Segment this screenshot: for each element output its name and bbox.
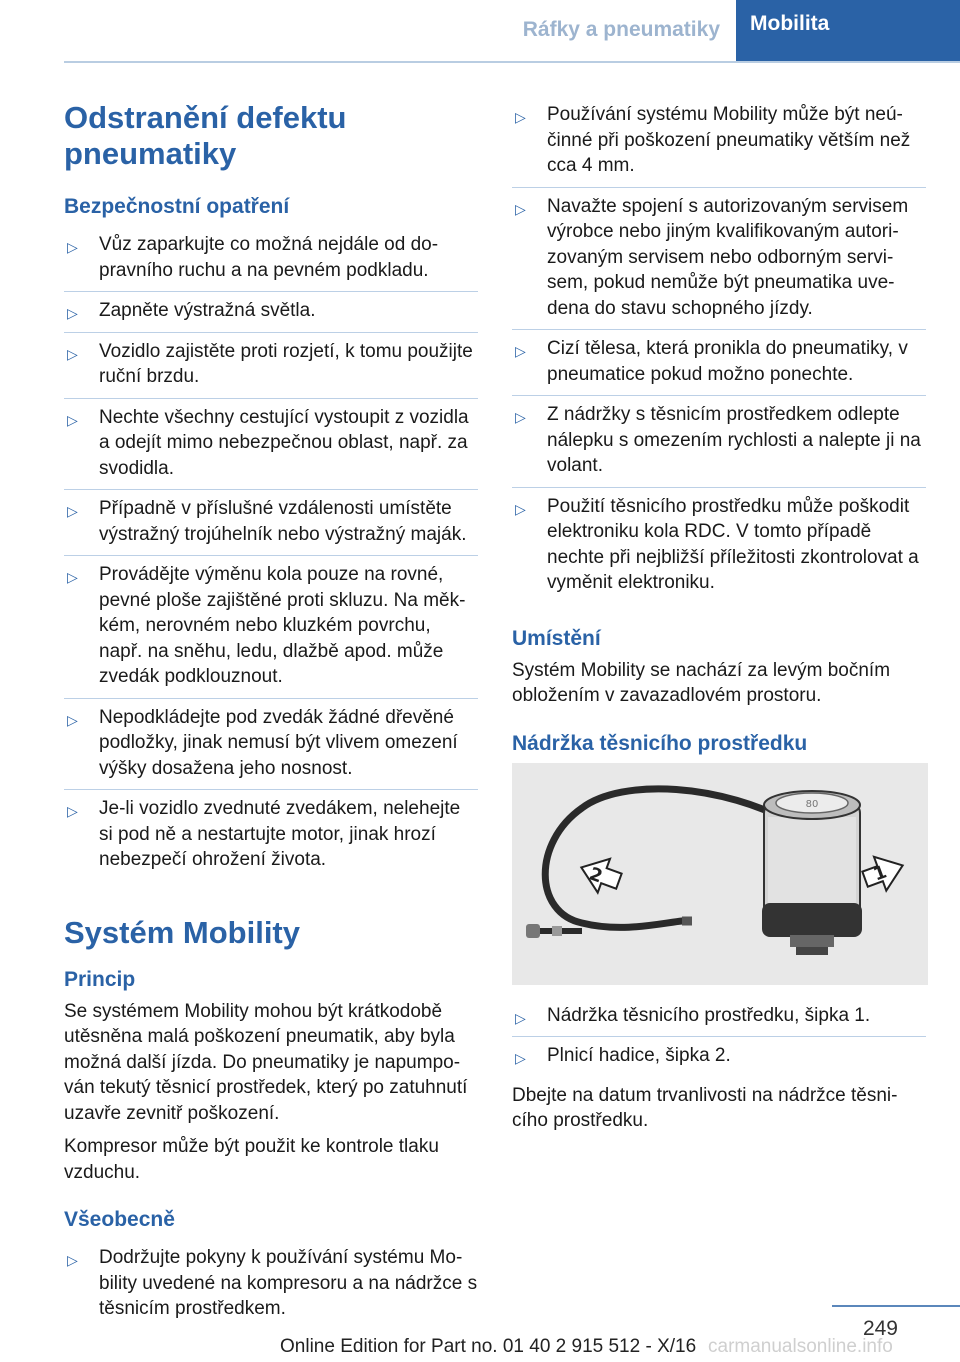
- bullet-triangle-icon: ▷: [67, 345, 78, 362]
- location-paragraph: Systém Mobility se nachází za levým bočním obložením v zavazadlovém prostoru.: [512, 659, 891, 706]
- list-item: ▷ Cizí tělesa, která pronikla do pneumatiky, v pneumatice pokud možno ponechte.: [512, 330, 926, 396]
- sealant-tank-figure: [512, 763, 928, 985]
- page-number: 249: [862, 1317, 898, 1340]
- right-column: [512, 96, 926, 1142]
- bullet-triangle-icon: ▷: [67, 503, 78, 519]
- location-heading: Umístění: [512, 626, 601, 650]
- sealant-tank-illustration: [512, 763, 928, 985]
- page-header: [0, 0, 960, 62]
- footer-rule: [832, 1305, 960, 1307]
- list-item: ▷ Používání systému Mobility může být neúčinné při poškození pneumatiky větším než cca 4 mm.: [512, 96, 926, 188]
- general-list: [64, 1239, 478, 1330]
- left-column: [64, 100, 478, 1330]
- bullet-triangle-icon: ▷: [67, 711, 78, 728]
- bullet-triangle-icon: ▷: [515, 409, 526, 425]
- tank-heading: Nádržka těsnicího prostředku: [512, 731, 808, 755]
- header-rule: [64, 61, 960, 63]
- list-item: ▷ Plnicí hadice, šipka 2.: [512, 1037, 926, 1077]
- list-item: ▷ Nechte všechny cestující vystoupit z vozidla a odejít mimo nebezpečnou oblast, např. za svodidla.: [64, 399, 478, 491]
- list-item: ▷ Zapněte výstražná světla.: [64, 292, 478, 333]
- bullet-triangle-icon: ▷: [67, 411, 78, 428]
- list-item: ▷ Vůz zaparkujte co možná nejdále od dopravního ruchu a na pevném podkladu.: [64, 226, 478, 292]
- list-item: ▷ Nádržka těsnicího prostředku, šipka 1.: [512, 997, 926, 1038]
- bullet-triangle-icon: ▷: [67, 803, 78, 819]
- principle-paragraph: Se systémem Mobility mohou být krátkodobě utěsněna malá poškození pneumatik, aby byla možná další jízda. Do pneumatiky je napumpován tekutý těsnicí prostředek, který po zatuhnutí uzavře zevnitř poškození.: [64, 1000, 468, 1124]
- bullet-triangle-icon: ▷: [515, 343, 526, 359]
- list-item: ▷ Z nádržky s těsnicím prostředkem odlepte nálepku s omezením rychlosti a nalepte ji na volant.: [512, 396, 926, 488]
- bullet-triangle-icon: ▷: [67, 569, 78, 585]
- safety-heading: Bezpečnostní opatření: [64, 195, 290, 218]
- list-item: ▷ Použití těsnicího prostředku může poškodit elektroniku kola RDC. V tomto případě nechte při nejbližší příležitosti zkontrolovat a vyměnit elektroniku.: [515, 495, 919, 593]
- bullet-triangle-icon: ▷: [67, 305, 78, 321]
- bullet-triangle-icon: ▷: [67, 1252, 78, 1268]
- list-item: ▷ Případně v příslušné vzdálenosti umístěte výstražný trojúhelník nebo výstražný maják.: [64, 490, 478, 556]
- tank-list: [512, 997, 926, 1077]
- arrow-2-label: 2: [586, 862, 606, 887]
- bullet-triangle-icon: ▷: [67, 239, 78, 255]
- bullet-triangle-icon: ▷: [515, 1050, 526, 1066]
- list-item: ▷ Provádějte výměnu kola pouze na rovné, pevné ploše zajištěné proti skluzu. Na měkkém, nerovném nebo kluzkém povrchu, např. na sněhu, ledu, dlažbě apod. může zvedák podklouznout.: [64, 556, 478, 699]
- edition-text: Online Edition for Part no. 01 40 2 915 512 - X/16: [280, 1336, 697, 1357]
- bullet-triangle-icon: ▷: [515, 1009, 526, 1026]
- compressor-paragraph: Kompresor může být použit ke kontrole tlaku vzduchu.: [64, 1136, 439, 1183]
- section-title-mobility: Systém Mobility: [64, 914, 300, 950]
- list-item: ▷ Nepodkládejte pod zvedák žádné dřevěné podložky, jinak nemusí být vlivem omezení výšky dosažena jeho nosnost.: [64, 699, 478, 791]
- list-item: ▷ Vozidlo zajistěte proti rozjetí, k tomu použijte ruční brzdu.: [64, 333, 478, 399]
- bullet-triangle-icon: ▷: [515, 109, 526, 125]
- list-item: ▷ Dodržujte pokyny k používání systému Mobility uvedené na kompresoru a na nádržce s těsnicím prostředkem.: [67, 1247, 478, 1319]
- page-title: Odstranění defektu pneumatiky: [64, 100, 347, 171]
- watermark: carmanualsonline.info: [708, 1336, 893, 1357]
- bullet-triangle-icon: ▷: [515, 500, 526, 517]
- general-heading: Všeobecně: [64, 1208, 175, 1231]
- tank-note: Dbejte na datum trvanlivosti na nádržce těsnicího prostředku.: [512, 1084, 898, 1131]
- mobility-notes-list: [512, 96, 926, 604]
- arrow-1-label: 1: [870, 860, 890, 885]
- list-item: ▷ Navažte spojení s autorizovaným servisem výrobce nebo jiným kvalifikovaným autorizovaným servisem nebo odborným servisem, pokud nemůže být pneumatika uvedena do stavu schopného jízdy.: [512, 188, 926, 331]
- list-item: ▷ Je-li vozidlo zvednuté zvedákem, nelehejte si pod ně a nestartujte motor, jinak hrozí nebezpečí ohrožení života.: [67, 798, 461, 870]
- section-tab[interactable]: Mobilita: [736, 0, 960, 62]
- tank-cap-label: 80: [805, 798, 819, 810]
- safety-list: [64, 226, 478, 881]
- principle-heading: Princip: [64, 967, 136, 991]
- chapter-tab[interactable]: Ráfky a pneumatiky: [522, 18, 720, 41]
- bullet-triangle-icon: ▷: [515, 200, 526, 217]
